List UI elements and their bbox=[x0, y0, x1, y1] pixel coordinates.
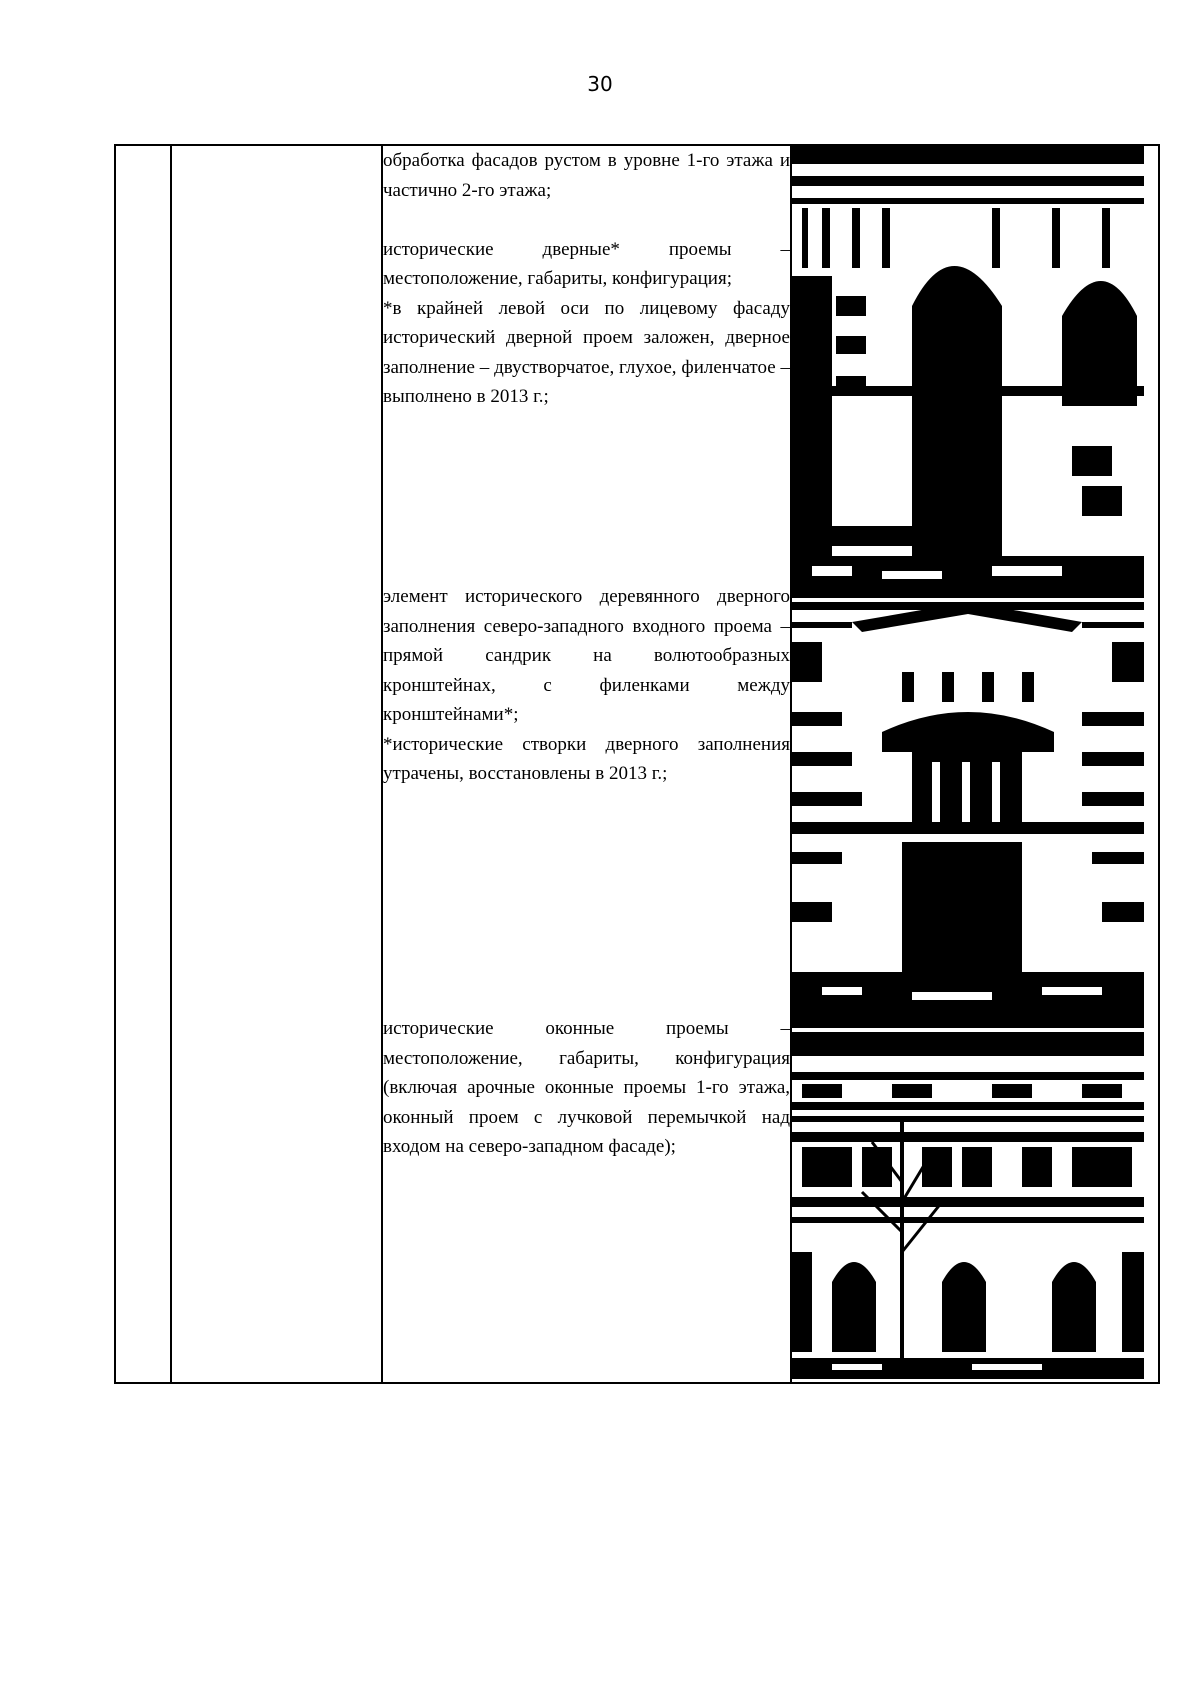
facade-door-photo bbox=[792, 146, 1144, 598]
paragraph-spacer bbox=[383, 205, 790, 235]
paragraph: исторические оконные проемы – местоположение, габариты, конфигурация (включая арочные оконные проемы 1-го этажа, оконный проем с лучковой перемычкой над входом на северо-западном фасаде); bbox=[383, 1018, 790, 1157]
paragraph: *исторические створки дверного заполнения утрачены, восстановлены в 2013 г.; bbox=[383, 733, 790, 784]
description-block-facade-and-doors bbox=[383, 146, 790, 582]
page-number: 30 bbox=[587, 72, 613, 96]
description-block-windows bbox=[383, 1014, 790, 1354]
doorway-sandrik-photo bbox=[792, 602, 1144, 1028]
paragraph: элемент исторического деревянного дверного заполнения северо-западного входного проема – прямой сандрик на волютообразных кронштейнах, с филенками между кронштейнами*; bbox=[383, 586, 790, 725]
document-table bbox=[114, 144, 1160, 1384]
paragraph: *в крайней левой оси по лицевому фасаду исторический дверной проем заложен, дверное заполнение – двустворчатое, глухое, филенчатое – выполнено в 2013 г.; bbox=[383, 297, 790, 407]
description-cell bbox=[382, 145, 791, 1383]
paragraph: исторические дверные* проемы – местоположение, габариты, конфигурация; bbox=[383, 238, 790, 289]
object-name-cell bbox=[171, 145, 382, 1383]
number-cell bbox=[115, 145, 171, 1383]
photo-cell bbox=[791, 145, 1159, 1383]
paragraph: обработка фасадов рустом в уровне 1-го этажа и частично 2-го этажа; bbox=[383, 150, 790, 201]
windows-facade-photo bbox=[792, 1032, 1144, 1379]
description-block-door-element bbox=[383, 582, 790, 1014]
table-row bbox=[115, 145, 1159, 1383]
